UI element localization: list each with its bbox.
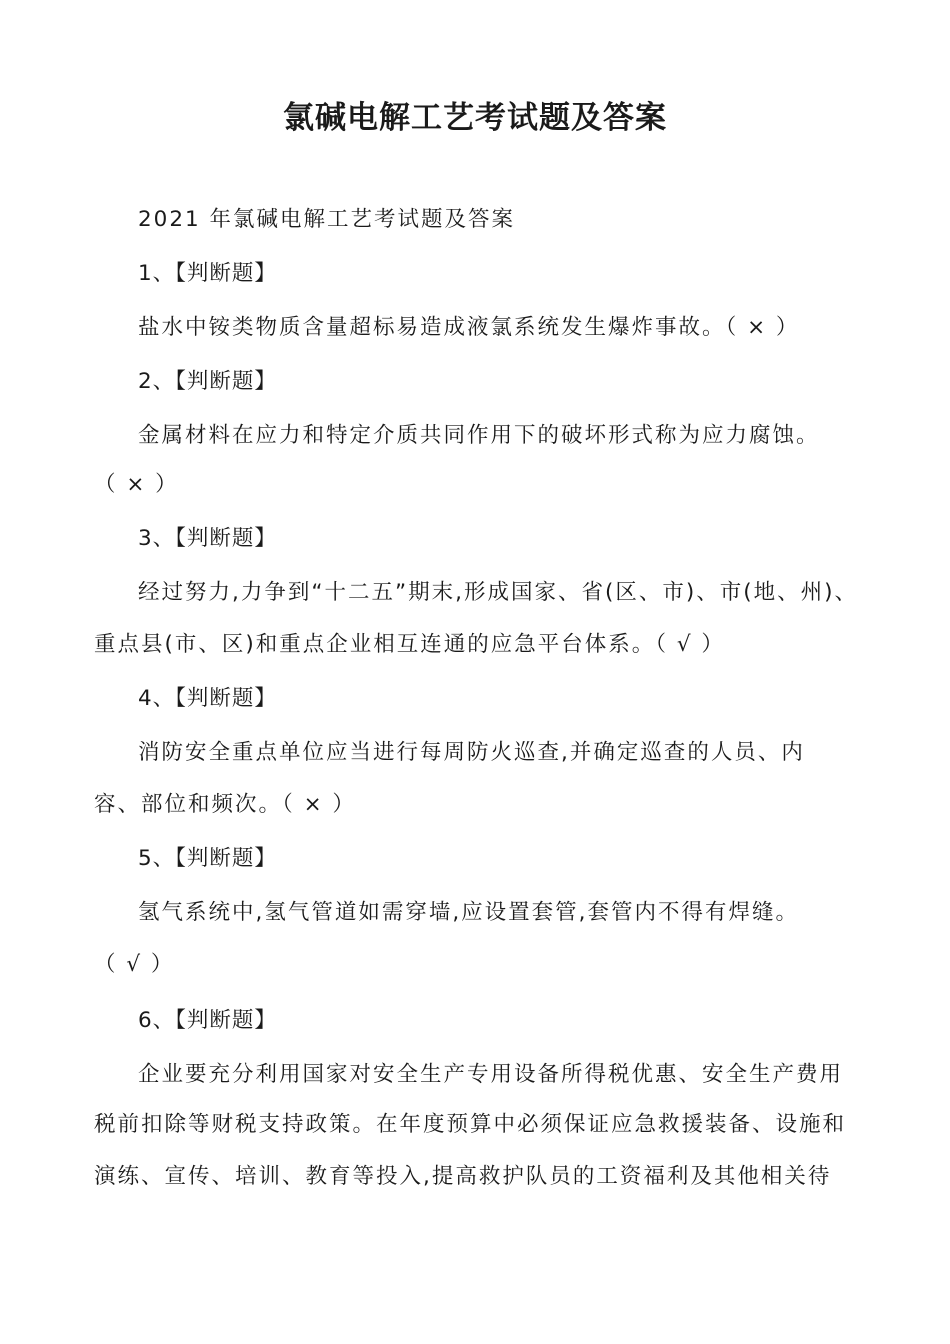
question-4-label: 4、【判断题】 — [138, 686, 277, 711]
question-6-text-line-1: 企业要充分利用国家对安全生产专用设备所得税优惠、安全生产费用 — [138, 1062, 844, 1087]
question-2-answer: （ × ） — [94, 472, 179, 497]
question-3-text-line-1: 经过努力,力争到“十二五”期末,形成国家、省(区、市)、市(地、州)、 — [138, 580, 858, 605]
question-2-label: 2、【判断题】 — [138, 369, 277, 394]
question-1-text: 盐水中铵类物质含量超标易造成液氯系统发生爆炸事故。（ × ） — [138, 315, 800, 340]
question-6-text-line-2: 税前扣除等财税支持政策。在年度预算中必须保证应急救援装备、设施和 — [94, 1112, 847, 1137]
question-4-text-line-2: 容、部位和频次。（ × ） — [94, 792, 356, 817]
question-2-text-line-1: 金属材料在应力和特定介质共同作用下的破坏形式称为应力腐蚀。 — [138, 423, 820, 448]
document-subtitle: 2021 年氯碱电解工艺考试题及答案 — [138, 207, 516, 232]
question-6-text-line-3: 演练、宣传、培训、教育等投入,提高救护队员的工资福利及其他相关待 — [94, 1164, 832, 1189]
question-5-label: 5、【判断题】 — [138, 846, 277, 871]
question-6-label: 6、【判断题】 — [138, 1008, 277, 1033]
question-4-text-line-1: 消防安全重点单位应当进行每周防火巡查,并确定巡查的人员、内 — [138, 740, 805, 765]
question-3-text-line-2: 重点县(市、区)和重点企业相互连通的应急平台体系。（ √ ） — [94, 632, 725, 657]
document-title: 氯碱电解工艺考试题及答案 — [283, 100, 667, 136]
question-5-answer: （ √ ） — [94, 952, 175, 977]
question-1-label: 1、【判断题】 — [138, 261, 277, 286]
question-3-label: 3、【判断题】 — [138, 526, 277, 551]
question-5-text-line-1: 氢气系统中,氢气管道如需穿墙,应设置套管,套管内不得有焊缝。 — [138, 900, 800, 925]
